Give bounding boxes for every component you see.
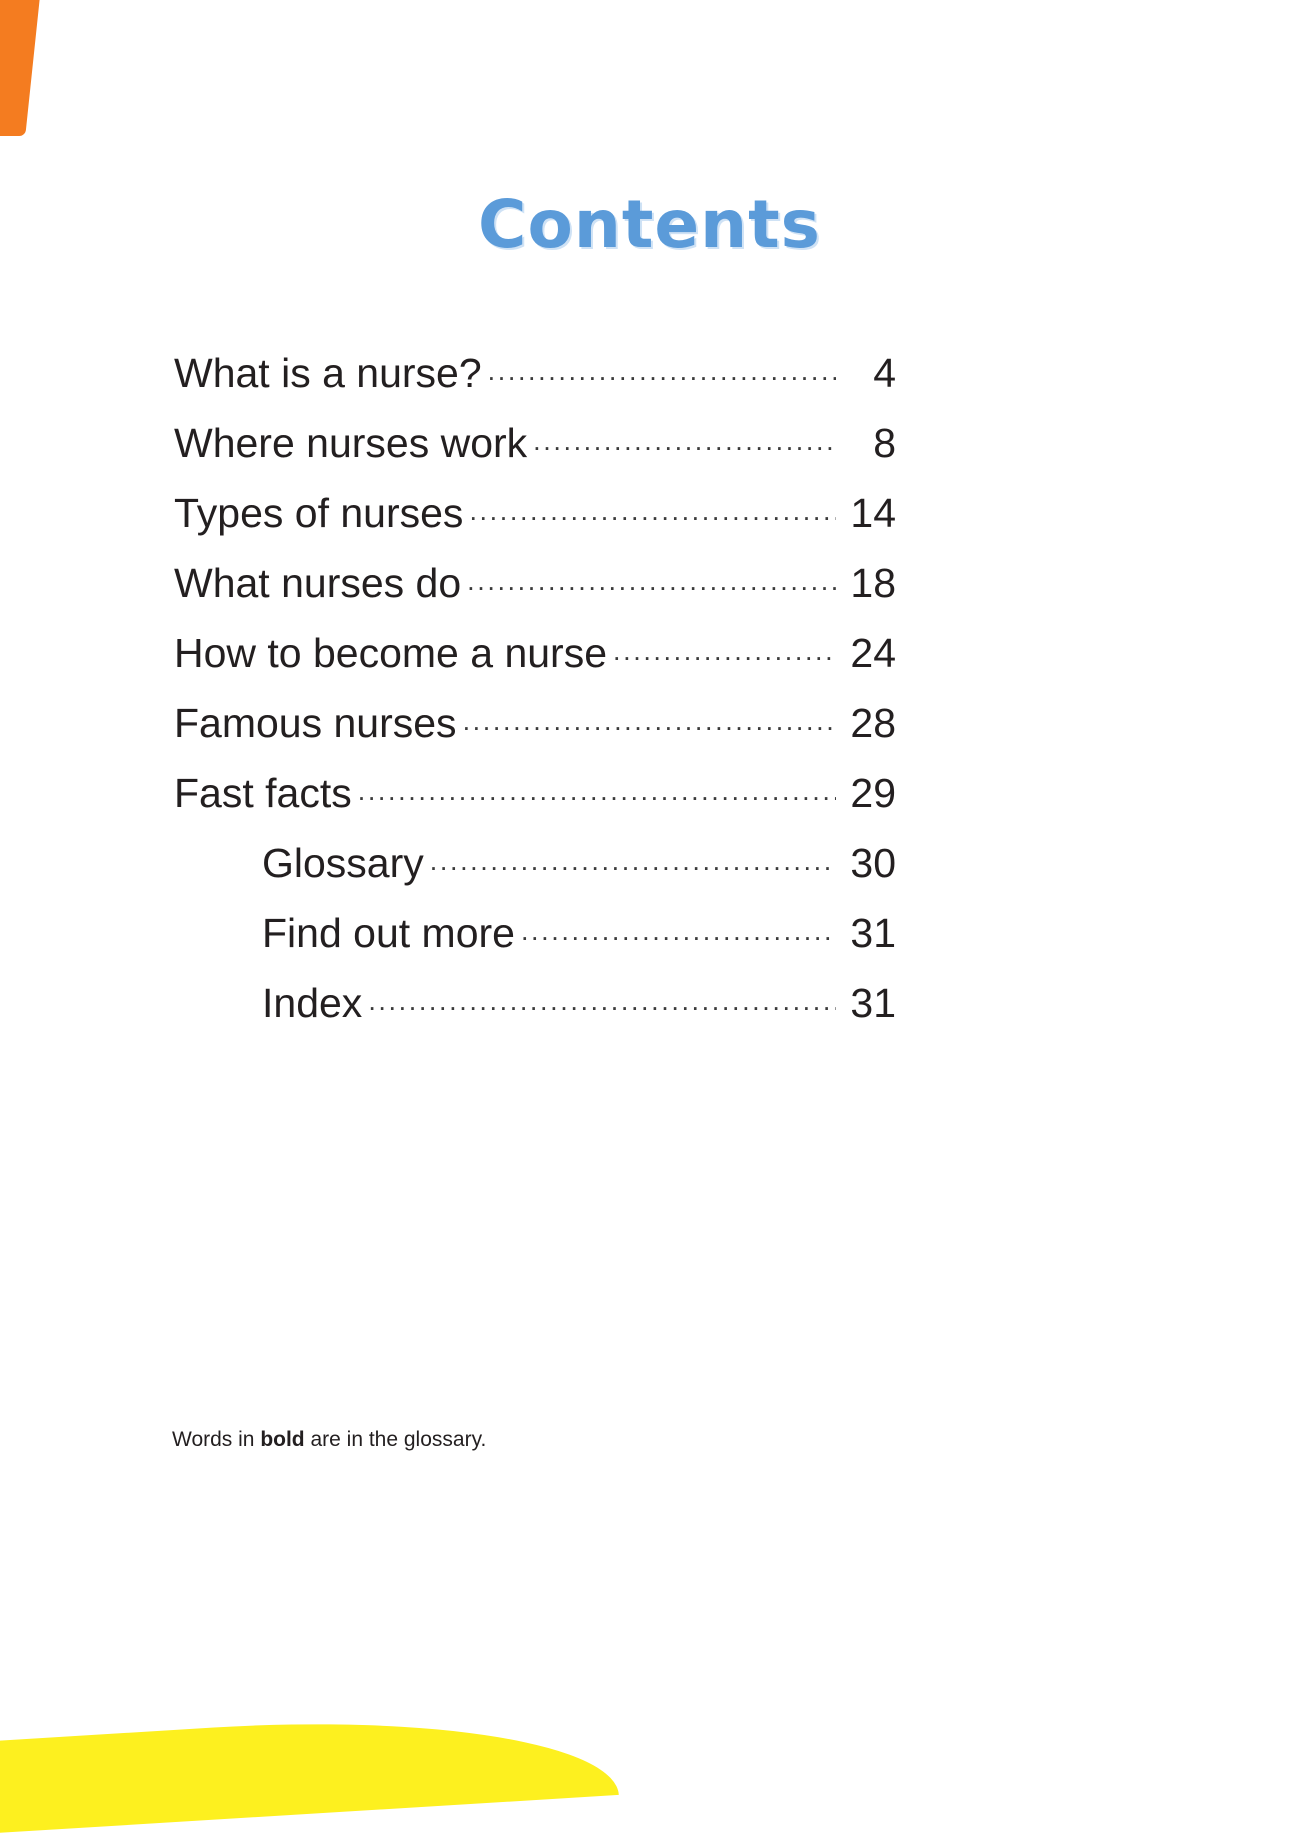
footnote-bold-word: bold xyxy=(260,1428,305,1451)
orange-corner-decoration xyxy=(0,0,40,136)
toc-entry-page-number: 8 xyxy=(873,420,896,466)
toc-leader-dots xyxy=(488,346,836,387)
toc-entry[interactable] xyxy=(174,416,896,486)
footnote-before: Words in xyxy=(172,1428,261,1451)
yellow-corner-decoration xyxy=(0,1703,619,1834)
toc-entry-label: Find out more xyxy=(262,910,515,956)
toc-leader-dots xyxy=(533,416,836,457)
toc-entry[interactable] xyxy=(174,626,896,696)
toc-entry[interactable] xyxy=(174,696,896,766)
toc-entry-page-number: 30 xyxy=(850,840,896,886)
toc-entry-page-number: 28 xyxy=(850,700,896,746)
toc-entry-label: What nurses do xyxy=(174,560,462,606)
toc-leader-dots xyxy=(521,906,836,947)
toc-entry[interactable] xyxy=(174,556,896,626)
toc-entry[interactable] xyxy=(174,346,896,416)
footnote-after: are in the glossary. xyxy=(304,1428,487,1451)
toc-leader-dots xyxy=(613,626,836,667)
toc-entry-page-number: 31 xyxy=(850,980,896,1026)
toc-entry[interactable] xyxy=(174,836,896,906)
toc-entry-page-number: 31 xyxy=(850,910,896,956)
glossary-footnote xyxy=(172,1428,486,1452)
toc-entry[interactable] xyxy=(174,486,896,556)
toc-entry-label: Where nurses work xyxy=(174,420,528,466)
toc-entry-label: How to become a nurse xyxy=(174,630,608,676)
toc-entry[interactable] xyxy=(174,976,896,1046)
toc-entry[interactable] xyxy=(174,766,896,836)
toc-entry-label: Fast facts xyxy=(174,770,352,816)
toc-entry-page-number: 24 xyxy=(850,630,896,676)
page-title: Contents xyxy=(478,186,821,263)
table-of-contents xyxy=(174,346,896,1046)
toc-leader-dots xyxy=(469,486,836,527)
toc-leader-dots xyxy=(358,766,836,807)
toc-entry-label: What is a nurse? xyxy=(174,350,482,396)
toc-entry-label: Index xyxy=(262,980,363,1026)
toc-leader-dots xyxy=(368,976,836,1017)
toc-entry-page-number: 18 xyxy=(850,560,896,606)
toc-entry-label: Famous nurses xyxy=(174,700,457,746)
toc-entry-label: Glossary xyxy=(262,840,424,886)
toc-entry-page-number: 4 xyxy=(873,350,896,396)
toc-leader-dots xyxy=(430,836,836,877)
toc-entry[interactable] xyxy=(174,906,896,976)
toc-leader-dots xyxy=(467,556,836,597)
toc-leader-dots xyxy=(463,696,836,737)
toc-entry-page-number: 14 xyxy=(850,490,896,536)
toc-entry-page-number: 29 xyxy=(850,770,896,816)
toc-entry-label: Types of nurses xyxy=(174,490,464,536)
